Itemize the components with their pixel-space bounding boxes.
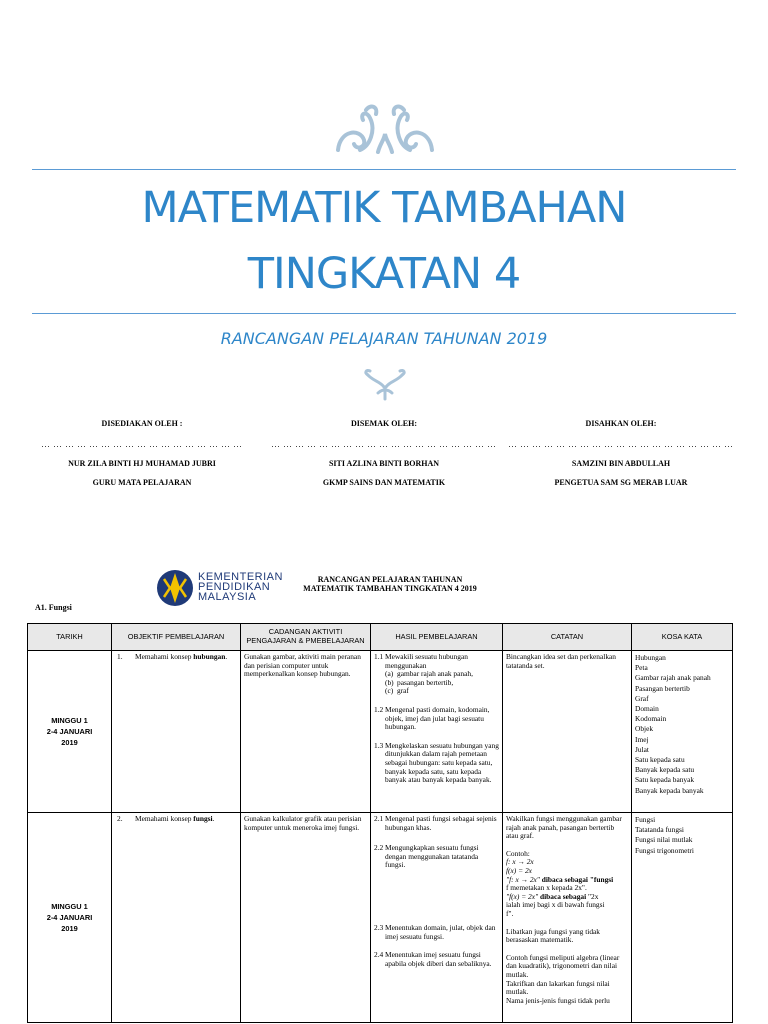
sig-role: DISAHKAN OLEH: xyxy=(585,419,657,428)
sig-name: SAMZINI BIN ABDULLAH xyxy=(571,459,671,468)
notes-cell xyxy=(503,813,632,1023)
doc-subtitle: RANCANGAN PELAJARAN TAHUNAN 2019 xyxy=(220,329,548,348)
activity-cell: Gunakan gambar, aktiviti main peranan dan perisian computer untuk memperkenalkan konsep hubungan. xyxy=(241,651,371,813)
notes-formula: f(x) = 2x xyxy=(506,865,532,875)
year-label: 2019 xyxy=(61,924,78,933)
outcome-text: Mewakili sesuatu hubungan menggunakan xyxy=(385,652,468,670)
table-row xyxy=(28,651,733,813)
notes-quote: "fungsi xyxy=(589,874,614,884)
outcome-text: Mengungkapkan sesuatu fungsi dengan menggunakan tatatanda fungsi. xyxy=(385,843,479,870)
section-title: A1. Fungsi xyxy=(35,603,72,612)
kpm-emblem-icon xyxy=(156,569,194,607)
week-label: MINGGU 1 xyxy=(51,716,88,725)
outcome-text: Mengenal pasti fungsi sebagai sejenis hubungan khas. xyxy=(385,814,497,832)
col-header-vocab: KOSA KATA xyxy=(632,624,733,651)
notes-paragraph: Wakilkan fungsi menggunakan gambar rajah anak panah, pasangan bertertib atau graf. xyxy=(506,814,622,841)
vocab-cell xyxy=(632,651,733,813)
date-range: 2-4 JANUARI xyxy=(46,913,93,922)
vocab-item: Fungsi trigonometri xyxy=(635,845,694,855)
outcome-text: Menentukan imej sesuatu fungsi apabila objek diberi dan sebaliknya. xyxy=(385,950,492,968)
vocab-item: Banyak kepada satu xyxy=(635,765,695,775)
notes-formula: f: x → 2x xyxy=(506,857,534,867)
sig-dots: ... ... ... ... ... ... ... ... ... ... ... ... ... ... ... ... ... ... ... xyxy=(271,440,497,449)
activity-cell: Gunakan kalkulator grafik atau perisian komputer untuk meneroka imej fungsi. xyxy=(241,813,371,1023)
vocab-item: Peta xyxy=(635,663,648,673)
vocab-item: Satu kepada satu xyxy=(635,755,685,765)
notes-line: f". xyxy=(506,908,514,918)
vocab-item: Julat xyxy=(635,744,649,754)
outcome-number: 1.2 xyxy=(374,704,384,714)
vocab-item: Hubungan xyxy=(635,653,666,662)
vocab-item: Fungsi nilai mutlak xyxy=(635,835,693,845)
vocab-item: Satu kepada banyak xyxy=(635,775,695,785)
objective-end: . xyxy=(212,814,215,823)
kpm-logo xyxy=(156,569,292,609)
sub-text: pasangan bertertib, xyxy=(397,677,454,687)
col-header-notes: CATATAN xyxy=(503,624,632,651)
outcome-text: Mengenal pasti domain, kodomain, objek, imej dan julat bagi sesuatu hubungan. xyxy=(385,704,490,732)
outcome-text: Menentukan domain, julat, objek dan imej sesuatu fungsi. xyxy=(385,922,496,941)
sub-number: (c) xyxy=(385,686,394,696)
sub-number: (a) xyxy=(385,669,394,679)
vocab-item: Graf xyxy=(635,693,649,703)
outcome-cell xyxy=(371,813,503,1023)
outcome-cell xyxy=(371,651,503,813)
objective-cell xyxy=(112,651,241,813)
notes-read-as: dibaca sebagai xyxy=(538,891,589,901)
vocab-item: Banyak kepada banyak xyxy=(635,785,704,795)
vocab-cell xyxy=(632,813,733,1023)
sub-number: (b) xyxy=(385,677,394,687)
sig-position: PENGETUA SAM SG MERAB LUAR xyxy=(554,478,688,487)
sig-role: DISEDIAKAN OLEH : xyxy=(101,419,183,428)
year-label: 2019 xyxy=(61,738,78,747)
notes-cell: Bincangkan idea set dan perkenalkan tatatanda set. xyxy=(503,651,632,813)
col-header-outcome: HASIL PEMBELAJARAN xyxy=(371,624,503,651)
notes-paragraph: Nama jenis-jenis fungsi tidak perlu xyxy=(506,995,610,1005)
outcome-number: 2.3 xyxy=(374,922,384,932)
objective-text: Memahami konsep xyxy=(135,652,194,661)
sub-text: gambar rajah anak panah, xyxy=(397,669,473,679)
vocab-item: Fungsi xyxy=(635,815,656,824)
sig-position: GURU MATA PELAJARAN xyxy=(92,478,192,487)
objective-keyword: fungsi xyxy=(193,814,213,823)
notes-line: ialah imej bagi x di bawah fungsi xyxy=(506,900,605,910)
outcome-number: 2.4 xyxy=(374,950,384,960)
notes-quote: "2x xyxy=(588,891,599,901)
notes-paragraph: Takrifkan dan lakarkan fungsi nilai mutlak. xyxy=(506,978,610,997)
logo-line1: KEMENTERIAN xyxy=(198,571,283,583)
objective-number: 2. xyxy=(117,814,123,823)
sub-text: graf xyxy=(397,686,409,696)
notes-read-as: dibaca sebagai xyxy=(539,874,590,884)
outcome-number: 1.3 xyxy=(374,740,384,750)
outcome-number: 2.1 xyxy=(374,814,384,823)
objective-number: 1. xyxy=(117,652,123,661)
date-cell xyxy=(28,813,112,1023)
sig-dots: ... ... ... ... ... ... ... ... ... ... ... ... ... ... ... ... ... xyxy=(41,440,243,449)
notes-paragraph: Libatkan juga fungsi yang tidak berasaskan matematik. xyxy=(506,926,601,945)
objective-end: . xyxy=(225,652,228,661)
logo-line3: MALAYSIA xyxy=(198,591,257,603)
vocab-item: Gambar rajah anak panah xyxy=(635,673,711,683)
objective-cell xyxy=(112,813,241,1023)
objective-text: Memahami konsep xyxy=(135,814,194,823)
col-header-objective: OBJEKTIF PEMBELAJARAN xyxy=(112,624,241,651)
sig-position: GKMP SAINS DAN MATEMATIK xyxy=(322,478,446,487)
col-header-date: TARIKH xyxy=(28,624,112,651)
rpt-table xyxy=(27,623,733,1023)
objective-keyword: hubungan xyxy=(193,652,226,661)
outcome-number: 2.2 xyxy=(374,843,384,853)
date-range: 2-4 JANUARI xyxy=(46,727,93,736)
rpt-heading xyxy=(290,575,490,593)
doc-title-line2: TINGKATAN 4 xyxy=(247,249,521,299)
vocab-item: Objek xyxy=(635,724,654,734)
outcome-number: 1.1 xyxy=(374,652,384,661)
notes-paragraph: Contoh fungsi meliputi algebra (linear dan kuadratik), trigonometri dan nilai mutlak. xyxy=(506,952,620,979)
vocab-item: Domain xyxy=(635,704,659,714)
sig-role: DISEMAK OLEH: xyxy=(350,419,417,428)
small-ornament-icon xyxy=(362,367,408,401)
table-header-row xyxy=(28,624,733,651)
top-divider xyxy=(32,169,736,170)
col-header-activity: CADANGAN AKTIVITI PENGAJARAN & PMEBELAJARAN xyxy=(241,624,371,651)
table-row xyxy=(28,813,733,1023)
date-cell xyxy=(28,651,112,813)
vocab-item: Tatatanda fungsi xyxy=(635,825,684,835)
vocab-item: Kodomain xyxy=(635,714,667,724)
doc-title-line1: MATEMATIK TAMBAHAN xyxy=(141,183,627,233)
sig-name: SITI AZLINA BINTI BORHAN xyxy=(328,459,440,468)
rpt-heading-line2: MATEMATIK TAMBAHAN TINGKATAN 4 2019 xyxy=(303,584,477,593)
sig-dots: ... ... ... ... ... ... ... ... ... ... ... ... ... ... ... ... ... ... ... xyxy=(508,440,734,449)
sig-name: NUR ZILA BINTI HJ MUHAMAD JUBRI xyxy=(68,459,216,468)
vocab-item: Imej xyxy=(635,734,649,744)
notes-formula: "f(x) = 2x" xyxy=(506,891,539,901)
rpt-heading-line1: RANCANGAN PELAJARAN TAHUNAN xyxy=(317,575,463,584)
logo-line2: PENDIDIKAN xyxy=(198,581,271,593)
notes-example-label: Contoh: xyxy=(506,848,530,858)
bottom-divider xyxy=(32,313,736,314)
outcome-text: Mengkelaskan sesuatu hubungan yang ditunjukkan dalam rajah pemetaan sebagai hubungan: satu kepada satu, banyak kepada satu, satu kepada banyak atau banyak kepada banyak. xyxy=(385,740,499,785)
notes-formula: "f: x → 2x" xyxy=(506,874,540,884)
vocab-item: Pasangan bertertib xyxy=(635,683,690,693)
notes-line: f memetakan x kepada 2x". xyxy=(506,883,587,893)
week-label: MINGGU 1 xyxy=(51,902,88,911)
floral-ornament-icon xyxy=(330,100,440,160)
